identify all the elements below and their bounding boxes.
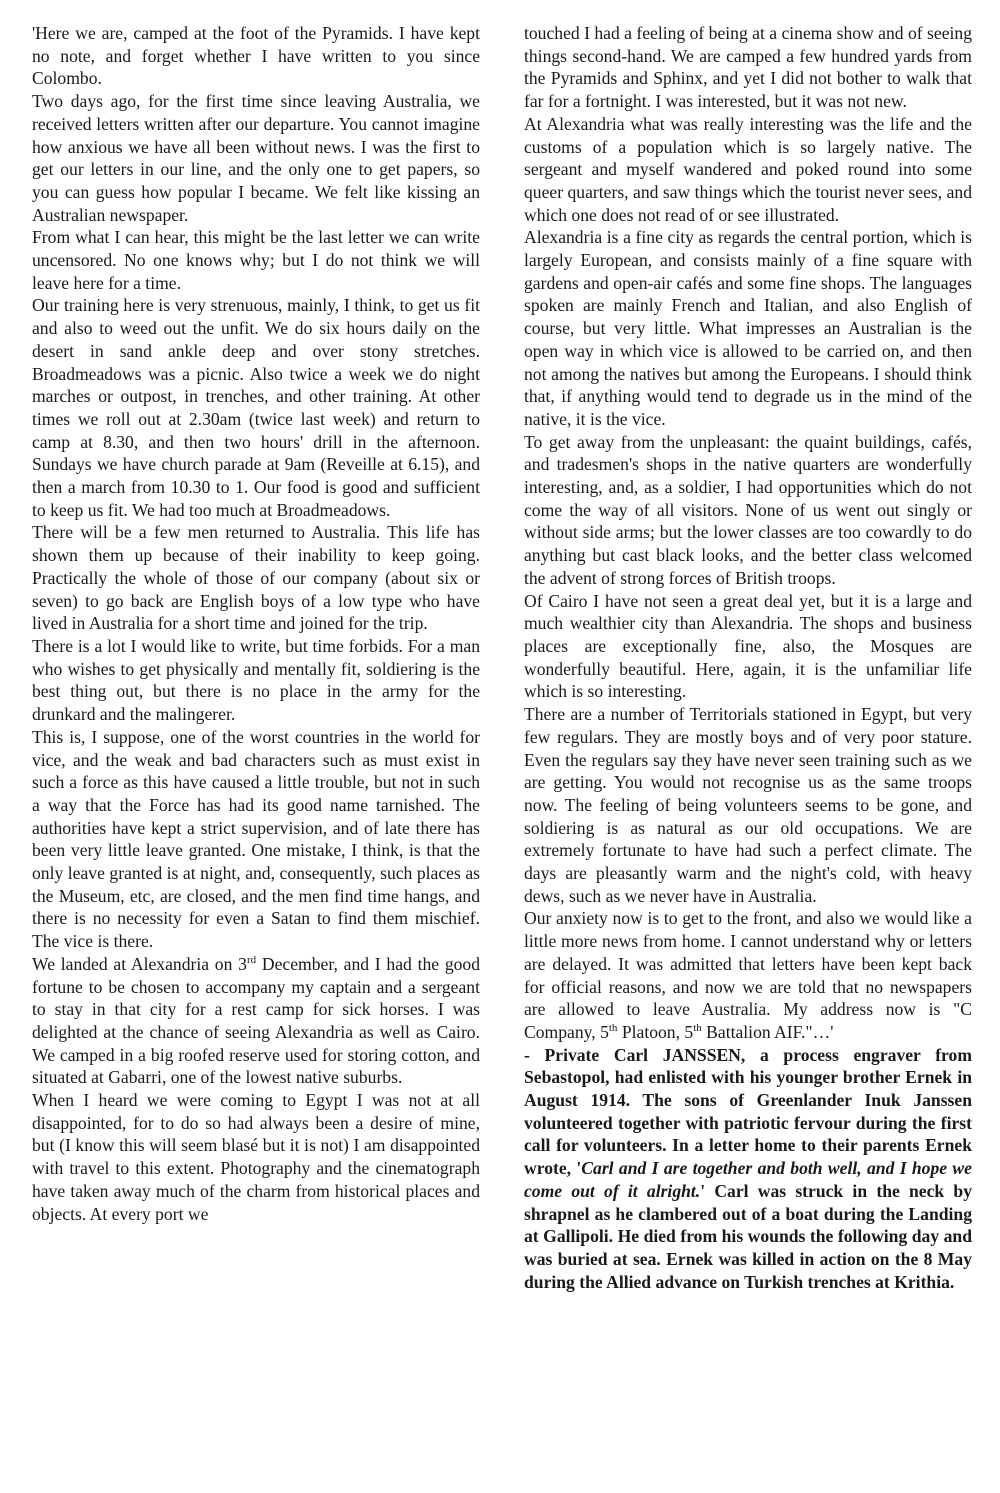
left-column (32, 22, 480, 1225)
paragraph-pyramids: 'Here we are, camped at the foot of the Pyramids. I have kept no note, and forget whether I have written to you since Colombo. (32, 23, 480, 89)
anxiety-superscript-1: th (608, 1022, 618, 1035)
paragraph-returned-men: There will be a few men returned to Australia. This life has shown them up because of their inability to keep going. Practically the whole of those of our company (about six or seven) to go back are English boys of a low type who have lived in Australia for a short time and joined for the trip. (32, 522, 480, 634)
paragraph-letters: Two days ago, for the first time since leaving Australia, we received letters written after our departure. You cannot imagine how anxious we have all been without news. I was the first to get our letters in our line, and the only one to get papers, so you can guess how popular I became. We felt like kissing an Australian newspaper. (32, 91, 480, 225)
paragraph-landing (32, 953, 480, 1089)
paragraph-cairo: Of Cairo I have not seen a great deal yet, but it is a large and much wealthier city than Alexandria. The shops and business places are exceptionally fine, also, the Mosques are wonderfully beautiful. Here, again, it is the unfamiliar life which is so interesting. (524, 590, 972, 702)
paragraph-cinema: touched I had a feeling of being at a cinema show and of seeing things second-hand. We are camped a few hundred yards from the Pyramids and Sphinx, and yet I did not bother to walk that far for a fortnight. I was interested, but it was not new. (524, 23, 972, 112)
paragraph-territorials: There are a number of Territorials stationed in Egypt, but very few regulars. They are mostly boys and of very poor stature. Even the regulars say they have never seen training such as we are getting. You would not recognise us as the same troops now. The feeling of being volunteers seems to be gone, and soldiering is as natural as our old occupations. We are extremely fortunate to have had such a perfect climate. The days are pleasantly warm and the night's cold, with heavy dews, such as we never have in Australia. (524, 704, 972, 906)
anxiety-superscript-2: th (693, 1022, 702, 1035)
paragraph-uncensored: From what I can hear, this might be the last letter we can write uncensored. No one knows why; but I do not think we will leave here for a time. (32, 227, 480, 293)
anxiety-text-mid: Platoon, 5 (617, 1021, 694, 1042)
anxiety-text: Our anxiety now is to get to the front, and also we would like a little more news from home. I cannot understand why or letters are delayed. It was admitted that letters have been kept back for official reasons, and now we are told that no newspapers are allowed to leave Australia. My address now is "C Company, 5 (524, 908, 972, 1042)
paragraph-native-quarters: To get away from the unpleasant: the quaint buildings, cafés, and tradesmen's shops in the native quarters are wonderfully interesting, and, as a soldier, I had opportunities which do not come the way of all visitors. None of us went out singly or without side arms; but the lower classes are too cowardly to do anything but cast black looks, and the better class welcomed the advent of strong forces of British troops. (524, 431, 972, 588)
paragraph-egypt: When I heard we were coming to Egypt I was not at all disappointed, for to do so had always been a desire of mine, but (I know this will seem blasé but it is not) I am disappointed with travel to this extent. Photography and the cinematograph have taken away much of the charm from historical places and objects. At every port we (32, 1090, 480, 1224)
biography-outro: ' Carl was struck in the neck by shrapnel as he clambered out of a boat during the Landing at Gallipoli. He died from his wounds the following day and was buried at sea. Ernek was killed in action on the 8 May during the Allied advance on Turkish trenches at Krithia. (524, 1180, 973, 1292)
paragraph-training: Our training here is very strenuous, mainly, I think, to get us fit and also to weed out the unfit. We do six hours daily on the desert in sand ankle deep and over stony stretches. Broadmeadows was a picnic. Also twice a week we do night marches or outpost, in trenches, and other training. At other times we roll out at 2.30am (twice last week) and return to camp at 8.30, and then two hours' drill in the afternoon. Sundays we have church parade at 9am (Reveille at 6.15), and then a march from 10.30 to 1. Our food is good and sufficient to keep us fit. We had too much at Broadmeadows. (32, 295, 480, 520)
paragraph-anxiety (524, 907, 972, 1043)
paragraph-alexandria-city: Alexandria is a fine city as regards the central portion, which is largely European, and consists mainly of a fine square with gardens and open-air cafés and some fine shops. The languages spoken are mainly French and Italian, and also English of course, but very little. What impresses an Australian is the open way in which vice is allowed to be carried on, and then not among the natives but among the Europeans. I should think that, if anything would tend to degrade us in the mind of the native, it is the vice. (524, 227, 972, 429)
biography-intro: - Private Carl JANSSEN, a process engraver from Sebastopol, had enlisted with his younger brother Ernek in August 1914. The sons of Greenlander Inuk Janssen volunteered together with patriotic fervour during the first call for volunteers. In a letter home to their parents Ernek wrote, ' (524, 1044, 972, 1179)
anxiety-text-end: Battalion AIF."…' (701, 1021, 834, 1042)
paragraph-soldiering: There is a lot I would like to write, but time forbids. For a man who wishes to get physically and mentally fit, soldiering is the best thing out, but there is no place in the army for the drunkard and the malingerer. (32, 635, 480, 725)
biography-note (524, 1044, 972, 1294)
biography-quote: Carl and I are together and both well, and I hope we come out of it alright. (524, 1158, 972, 1201)
landing-text-end: December, and I had the good fortune to be chosen to accompany my captain and a sergeant to stay in that city for a rest camp for sick horses. I was delighted at the chance of seeing Alexandria as well as Cairo. We camped in a big roofed reserve used for storing cotton, and situated at Gabarri, one of the lowest native suburbs. (32, 953, 481, 1088)
landing-text-start: We landed at Alexandria on 3 (32, 953, 247, 974)
paragraph-alexandria-life: At Alexandria what was really interesting was the life and the customs of a population which is so largely native. The sergeant and myself wandered and poked round into some queer quarters, and saw things which the tourist never sees, and which one does not read of or see illustrated. (524, 113, 972, 225)
right-column (524, 22, 972, 1293)
landing-superscript: rd (246, 953, 257, 966)
paragraph-vice: This is, I suppose, one of the worst countries in the world for vice, and the weak and bad characters such as must exist in such a force as this have caused a little trouble, but not in such a way that the Force has had its good name tarnished. The authorities have kept a strict supervision, and of late there has been very little leave granted. One mistake, I think, is that the only leave granted is at night, and, consequently, such places as the Museum, etc, are closed, and the men find time hangs, and there is no necessity for even a Satan to find them mischief. The vice is there. (32, 726, 480, 952)
